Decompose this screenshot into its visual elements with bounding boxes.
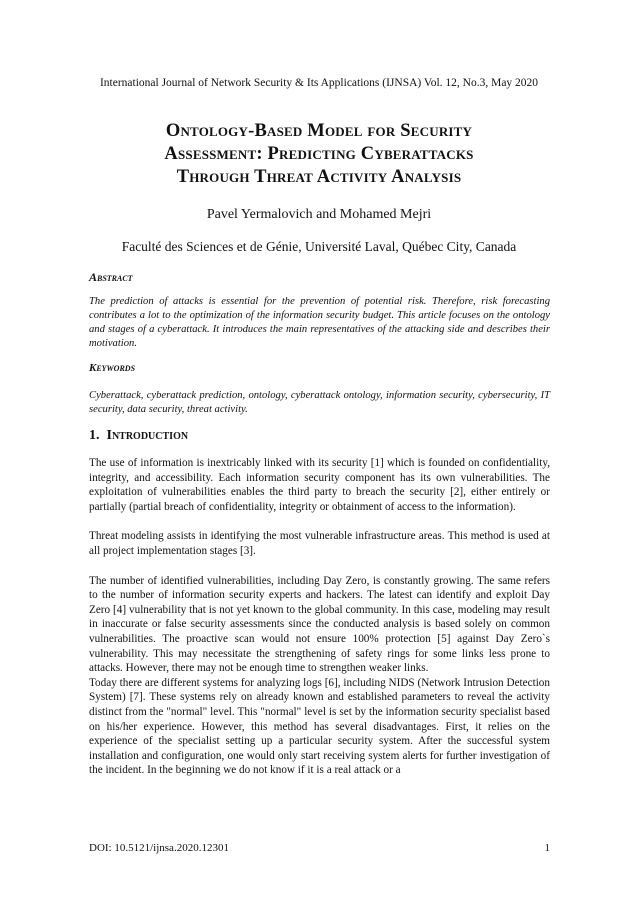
keywords-text: Cyberattack, cyberattack prediction, ontology, cyberattack ontology, information security, cybersecurity, IT security, data security, threat activity. (89, 390, 550, 415)
running-header: International Journal of Network Security & Its Applications (IJNSA) Vol. 12, No.3, May 2020 (99, 77, 539, 89)
introduction-heading (89, 428, 550, 444)
section-title: Introduction (106, 428, 189, 443)
authors: Pavel Yermalovich and Mohamed Mejri (206, 207, 432, 222)
title-line: Ontology-Based Model for Security (165, 121, 473, 141)
abstract-heading: Abstract (89, 270, 133, 284)
page-number: 1 (544, 842, 550, 854)
paper-title (0, 120, 638, 189)
doi: DOI: 10.5121/ijnsa.2020.12301 (89, 842, 229, 854)
paragraph: The use of information is inextricably linked with its security [1] which is founded on confidentiality, integrity, and accessibility. Each information security component has its own vulnerabilities. The exploitation of vulnerabilities enables the third party to breach the security [2], either entirely or partially (partial breach of confidentiality, integrity or obtainment of access to the information). (89, 457, 550, 513)
paragraph: Threat modeling assists in identifying the most vulnerable infrastructure areas. This method is used at all project implementation stages [3]. (89, 530, 550, 557)
paragraph: The number of identified vulnerabilities, including Day Zero, is constantly growing. The same refers to the number of information security experts and hackers. The latest can identify and exploit Day Zero [4] vulnerability that is not yet known to the global community. In this case, modeling may result in inaccurate or false security assessments since the conducted analysis is based solely on common vulnerabilities. The proactive scan would not ensure 100% protection [5] against Day Zero`s vulnerability. This may necessitate the strengthening of safety rings for some links less prone to attacks. However, there may not be enough time to strengthen weaker links. (89, 574, 550, 675)
introduction-body (89, 456, 550, 778)
paragraph: Today there are different systems for analyzing logs [6], including NIDS (Network Intrusion Detection System) [7]. These systems rely on already known and established parameters to reveal the activity distinct from the "normal" level. This "normal" level is set by the information security specialist based on his/her experience. However, this method has several disadvantages. First, it relies on the experience of the specialist setting up a particular security system. After the successful system installation and configuration, one would only start receiving system alerts for further investigation of the incident. In the beginning we do not know if it is a real attack or a (89, 676, 550, 777)
abstract-text: The prediction of attacks is essential for the prevention of potential risk. Therefore, risk forecasting contributes a lot to the optimization of the information security budget. This article focuses on the ontology and stages of a cyberattack. It introduces the main representatives of the attacking side and describes their motivation. (89, 296, 550, 349)
keywords-heading: Keywords (89, 362, 136, 374)
title-line: Through Threat Activity Analysis (176, 167, 462, 187)
title-line: Assessment: Predicting Cyberattacks (164, 144, 474, 164)
affiliation: Faculté des Sciences et de Génie, Université Laval, Québec City, Canada (121, 239, 517, 254)
section-number: 1. (89, 428, 100, 443)
page-footer (89, 842, 550, 854)
